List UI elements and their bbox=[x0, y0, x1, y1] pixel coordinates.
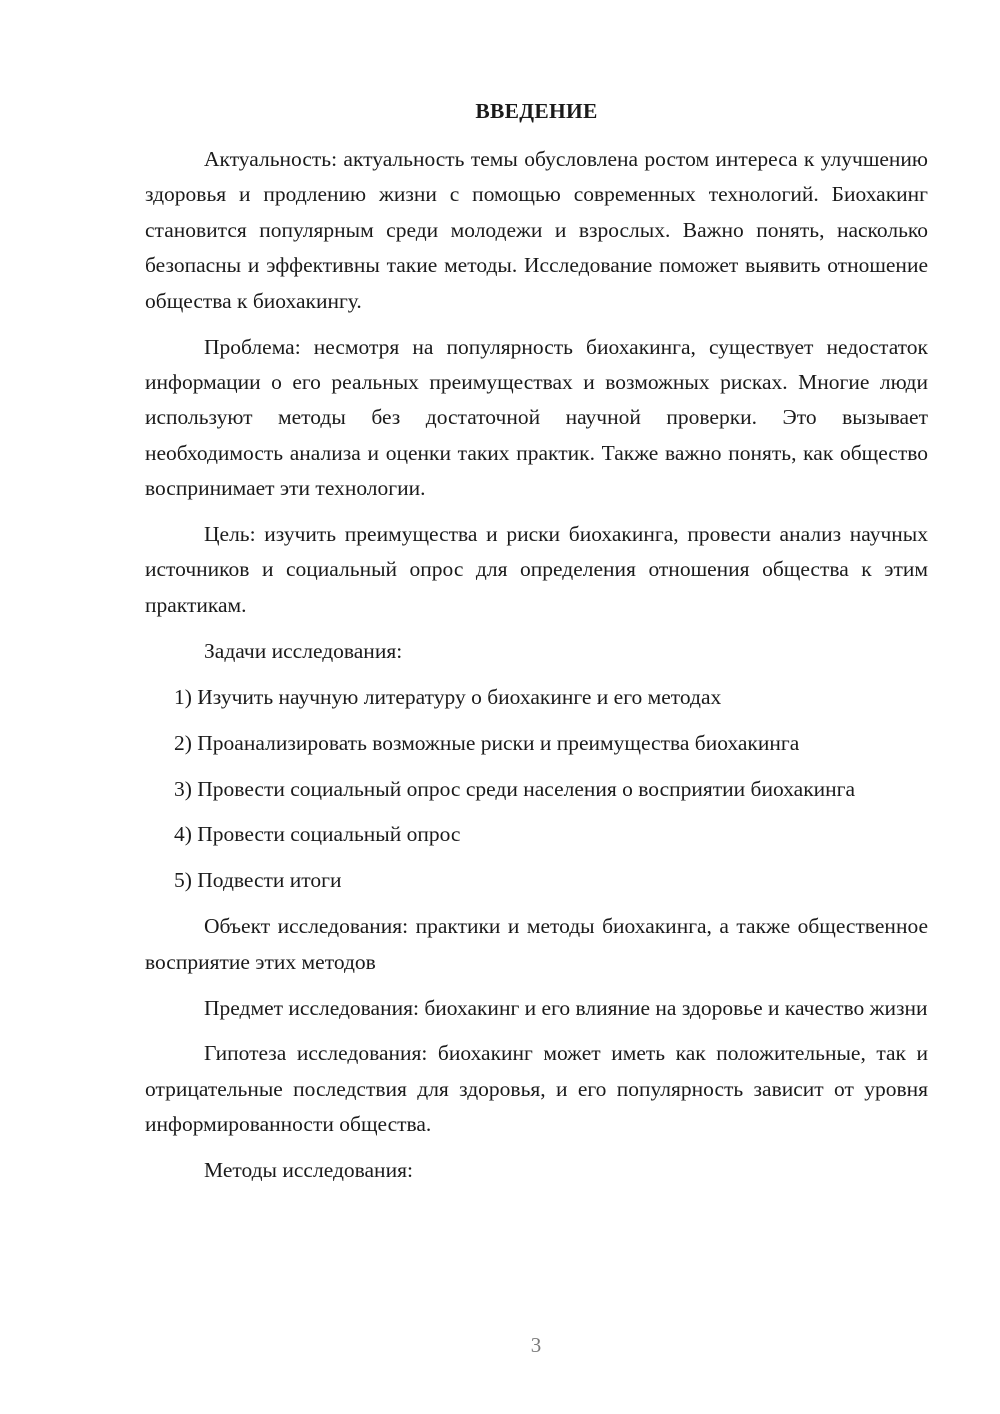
section-heading: ВВЕДЕНИЕ bbox=[475, 99, 598, 123]
methods-title: Методы исследования: bbox=[204, 1158, 413, 1183]
subject-paragraph: Предмет исследования: биохакинг и его влияние на здоровье и качество жизни bbox=[204, 995, 928, 1020]
page-number: 3 bbox=[530, 1333, 542, 1357]
problem-paragraph: Проблема: несмотря на популярность биохакинга, существует недостаток информации о его реальных преимуществах и возможных рисках. Многие люди используют методы без достаточной научной проверки. Это вызывает необходимость анализа и оценки таких практик. Также важно понять, как общество воспринимает эти технологии. bbox=[145, 334, 928, 501]
document-body bbox=[145, 142, 928, 1199]
task-item-1: 1) Изучить научную литературу о биохакинге и его методах bbox=[174, 684, 722, 709]
task-item-5: 5) Подвести итоги bbox=[174, 868, 342, 893]
tasks-title: Задачи исследования: bbox=[204, 638, 403, 663]
goal-paragraph: Цель: изучить преимущества и риски биохакинга, провести анализ научных источников и социальный опрос для определения отношения общества к этим практикам. bbox=[145, 522, 928, 617]
relevance-paragraph: Актуальность: актуальность темы обусловлена ростом интереса к улучшению здоровья и продлению жизни с помощью современных технологий. Биохакинг становится популярным среди молодежи и взрослых. Важно понять, насколько безопасны и эффективны такие методы. Исследование поможет выявить отношение общества к биохакингу. bbox=[145, 147, 928, 313]
hypothesis-paragraph: Гипотеза исследования: биохакинг может иметь как положительные, так и отрицательные последствия для здоровья, и его популярность зависит от уровня информированности общества. bbox=[145, 1041, 928, 1137]
object-paragraph: Объект исследования: практики и методы биохакинга, а также общественное восприятие этих методов bbox=[145, 914, 928, 974]
task-item-4: 4) Провести социальный опрос bbox=[174, 822, 461, 847]
task-item-2: 2) Проанализировать возможные риски и преимущества биохакинга bbox=[174, 730, 800, 755]
task-item-3: 3) Провести социальный опрос среди населения о восприятии биохакинга bbox=[174, 776, 856, 801]
